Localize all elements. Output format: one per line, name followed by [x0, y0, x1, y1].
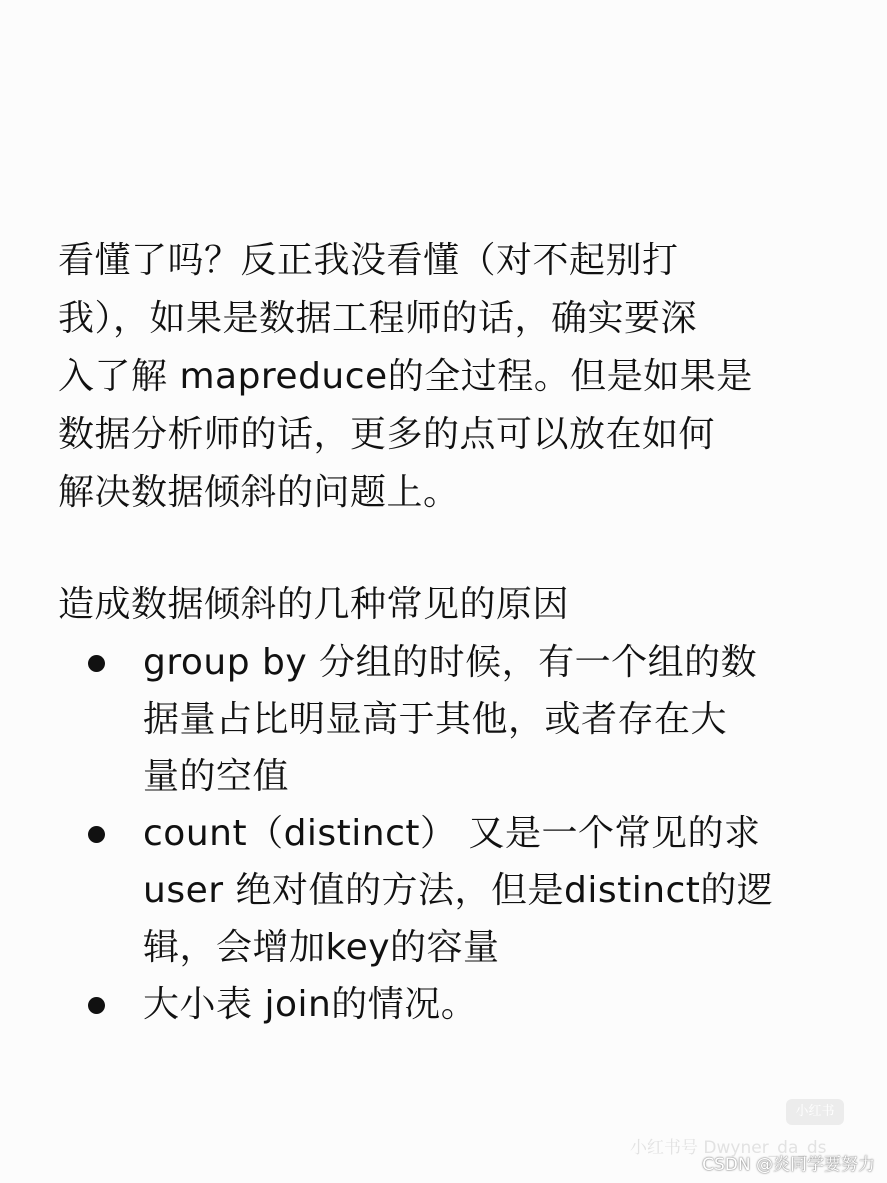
watermark-id: 小红书号 Dwyner_da_ds	[630, 1138, 827, 1158]
list-item	[88, 805, 848, 976]
causes-heading: 造成数据倾斜的几种常见的原因	[58, 584, 570, 625]
list-item-line: group by 分组的时候，有一个组的数	[143, 642, 758, 683]
intro-line: 数据分析师的话，更多的点可以放在如何	[58, 414, 716, 455]
intro-paragraph	[58, 232, 818, 522]
intro-line: 入了解 mapreduce的全过程。但是如果是	[58, 356, 753, 397]
list-item-line: 大小表 join的情况。	[143, 984, 478, 1025]
list-item	[88, 976, 848, 1033]
list-item-line: user 绝对值的方法，但是distinct的逻	[143, 870, 774, 911]
bullet-dot-icon	[88, 655, 105, 672]
xiaohongshu-logo-icon: 小红书	[786, 1099, 844, 1125]
list-item-line: 量的空值	[143, 756, 290, 797]
intro-line: 看懂了吗？反正我没看懂（对不起别打	[58, 240, 679, 281]
csdn-credit: CSDN @炎同学要努力	[702, 1155, 875, 1175]
list-item-line: 辑，会增加key的容量	[143, 927, 500, 968]
causes-list	[88, 634, 848, 1033]
list-item	[88, 634, 848, 805]
bullet-dot-icon	[88, 997, 105, 1014]
list-item-line: count（distinct） 又是一个常见的求	[143, 813, 761, 854]
intro-line: 解决数据倾斜的问题上。	[58, 472, 460, 513]
list-item-line: 据量占比明显高于其他，或者存在大	[143, 699, 728, 740]
intro-line: 我），如果是数据工程师的话，确实要深	[58, 298, 698, 339]
bullet-dot-icon	[88, 826, 105, 843]
